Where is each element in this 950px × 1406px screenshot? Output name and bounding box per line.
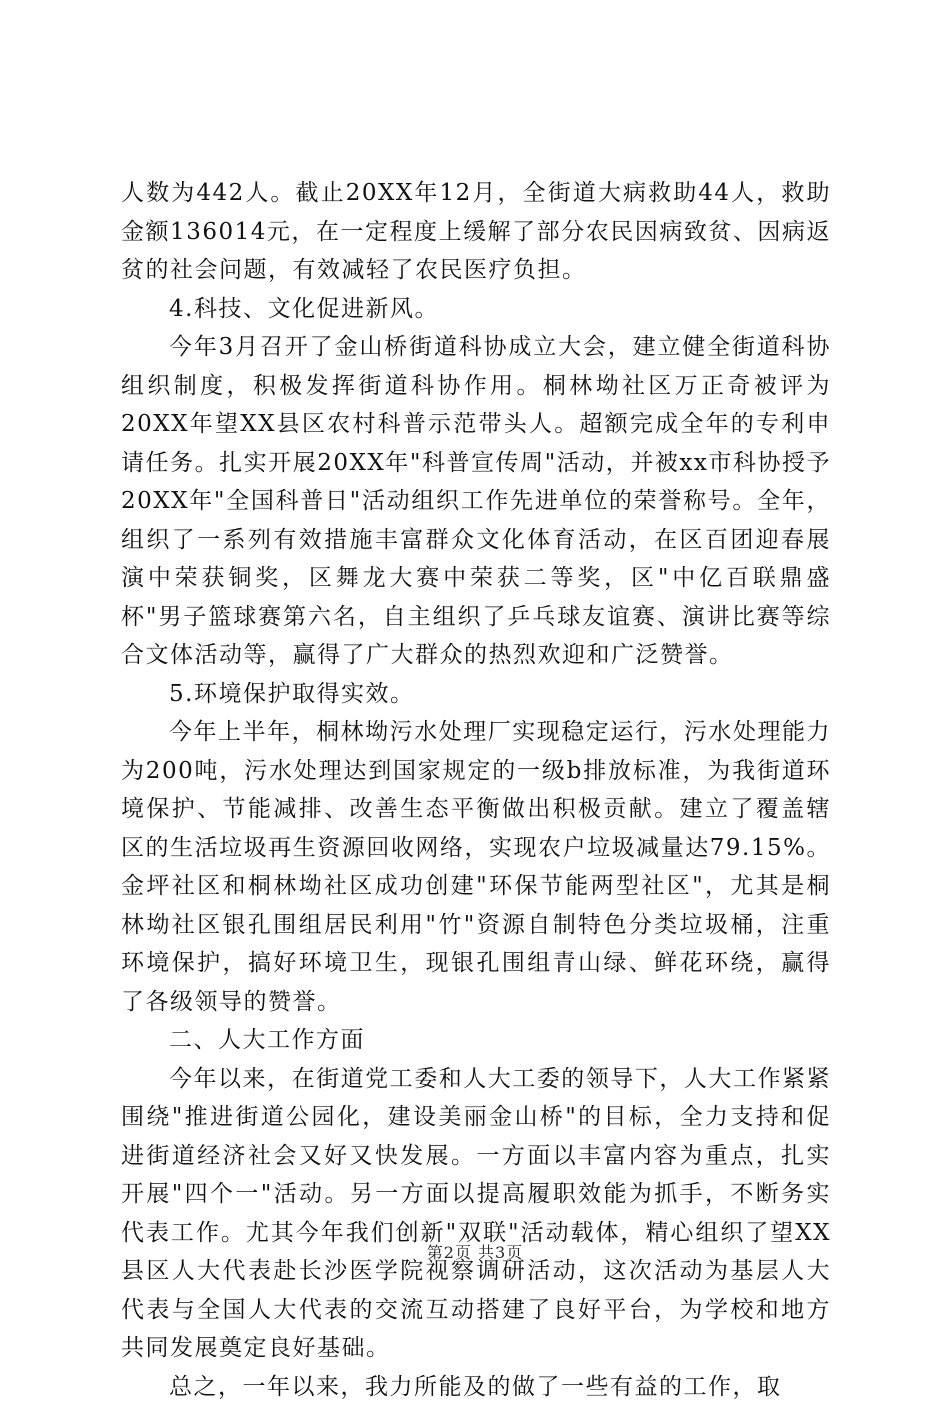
paragraph-peoples-congress: 今年以来，在街道党工委和人大工委的领导下，人大工作紧紧围绕"推进街道公园化，建设美丽金山桥"的目标，全力支持和促进街道经济社会又好又快发展。一方面以丰富内容为重点，扎实开展"四个一"活动。另一方面以提高履职效能为抓手，不断务实代表工作。尤其今年我们创新"双联"活动载体，精心组织了望XX县区人大代表赴长沙医学院视察调研活动，这次活动为基层人大代表与全国人大代表的交流互动搭建了良好平台，为学校和地方共同发展奠定良好基础。 xyxy=(121,1060,831,1368)
paragraph-environment: 今年上半年，桐林坳污水处理厂实现稳定运行，污水处理能力为200吨，污水处理达到国家规定的一级b排放标准，为我街道环境保护、节能减排、改善生态平衡做出积极贡献。建立了覆盖辖区的生活垃圾再生资源回收网络，实现农户垃圾减量达79.15%。金坪社区和桐林坳社区成功创建"环保节能两型社区"，尤其是桐林坳社区银孔围组居民利用"竹"资源自制特色分类垃圾桶，注重环境保护，搞好环境卫生，现银孔围组青山绿、鲜花环绕，赢得了各级领导的赞誉。 xyxy=(121,713,831,1021)
section-heading-tech-culture: 4.科技、文化促进新风。 xyxy=(121,290,831,329)
section-heading-peoples-congress: 二、人大工作方面 xyxy=(121,1021,831,1060)
paragraph-continuation: 人数为442人。截止20XX年12月，全街道大病救助44人，救助金额136014元，在一定程度上缓解了部分农民因病致贫、因病返贫的社会问题，有效减轻了农民医疗负担。 xyxy=(121,174,831,290)
paragraph-tech-culture: 今年3月召开了金山桥街道科协成立大会，建立健全街道科协组织制度，积极发挥街道科协作用。桐林坳社区万正奇被评为20XX年望XX县区农村科普示范带头人。超额完成全年的专利申请任务。扎实开展20XX年"科普宣传周"活动，并被xx市科协授予20XX年"全国科普日"活动组织工作先进单位的荣誉称号。全年，组织了一系列有效措施丰富群众文化体育活动，在区百团迎春展演中荣获铜奖，区舞龙大赛中荣获二等奖，区"中亿百联鼎盛杯"男子篮球赛第六名，自主组织了乒乓球友谊赛、演讲比赛等综合文体活动等，赢得了广大群众的热烈欢迎和广泛赞誉。 xyxy=(121,328,831,675)
page-number-footer: 第2页 共3页 xyxy=(0,1240,950,1263)
paragraph-summary: 总之，一年以来，我力所能及的做了一些有益的工作，取 xyxy=(121,1368,831,1406)
document-body xyxy=(121,174,831,1406)
section-heading-environment: 5.环境保护取得实效。 xyxy=(121,675,831,714)
